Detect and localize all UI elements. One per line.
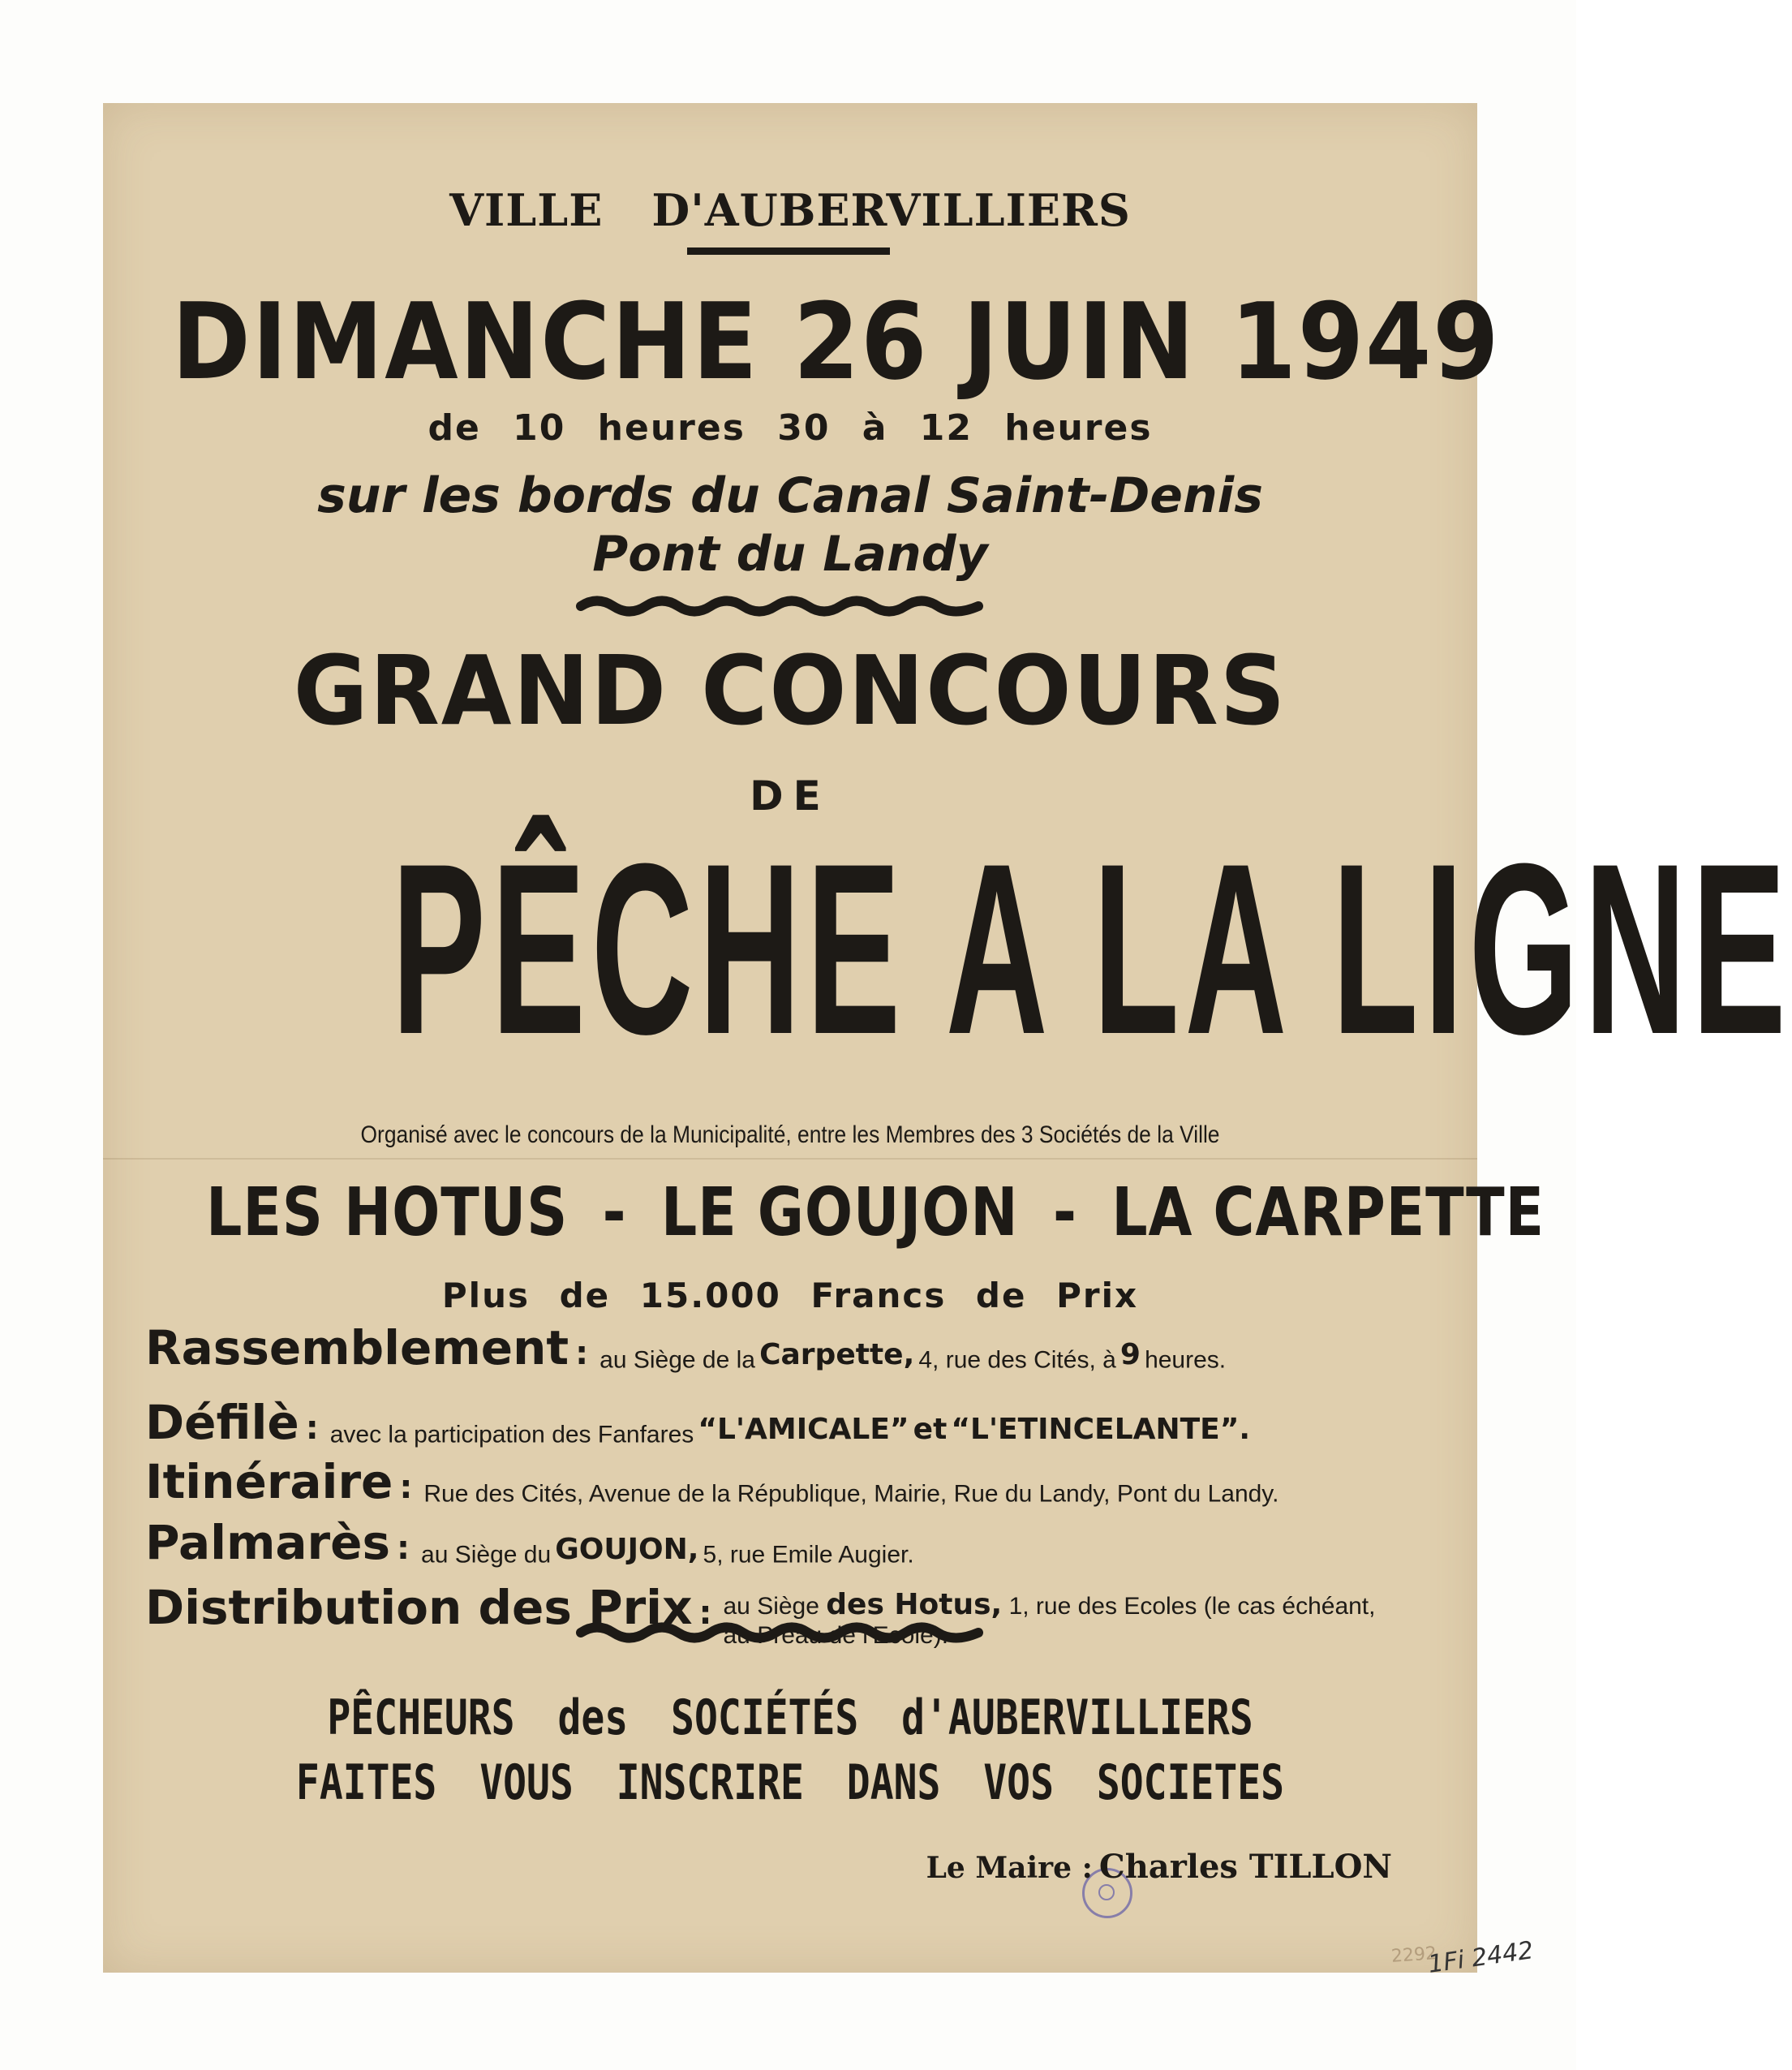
heading-underline	[687, 247, 890, 255]
schedule-defile	[145, 1395, 1250, 1450]
distribution-place: des Hotus,	[826, 1587, 1003, 1621]
colon: :	[575, 1335, 589, 1372]
schedule-palmares	[145, 1515, 914, 1570]
colon: :	[698, 1594, 712, 1632]
appeal-line-1: PÊCHEURS des SOCIÉTÉS d'AUBERVILLIERS	[327, 1689, 1253, 1746]
appeal-line-2: FAITES VOUS INSCRIRE DANS VOS SOCIETES	[295, 1754, 1285, 1811]
defile-et: et	[913, 1413, 948, 1446]
appeal-to-fishermen	[240, 1685, 1339, 1815]
defile-label: Défilè	[145, 1395, 299, 1450]
palmares-address: 5, rue Emile Augier.	[703, 1541, 914, 1569]
prize-amount: Plus de 15.000 Francs de Prix	[441, 1276, 1139, 1315]
mayor-name: Charles TILLON	[1098, 1848, 1392, 1886]
event-hours: de 10 heures 30 à 12 heures	[428, 407, 1153, 449]
rassemblement-pre: au Siège de la	[599, 1346, 755, 1374]
society-separator: -	[602, 1174, 627, 1251]
archive-reference: 1Fi 2442	[1426, 1936, 1536, 1979]
defile-fanfare-1: “L'AMICALE”	[698, 1413, 909, 1446]
location-line-1: sur les bords du Canal Saint-Denis	[317, 467, 1263, 524]
society-separator: -	[1052, 1174, 1077, 1251]
wave-divider-top	[577, 594, 982, 618]
archive-number: 2292	[1390, 1943, 1437, 1967]
society-hotus: LES HOTUS	[206, 1174, 569, 1251]
colon: :	[397, 1530, 410, 1567]
rassemblement-place: Carpette,	[759, 1338, 915, 1371]
rassemblement-post: heures.	[1145, 1346, 1227, 1374]
colon: :	[399, 1469, 413, 1506]
event-date: DIMANCHE 26 JUIN 1949	[171, 280, 1501, 403]
society-carpette: LA CARPETTE	[1111, 1174, 1545, 1251]
schedule-itineraire	[145, 1454, 1278, 1509]
societies-line	[206, 1174, 1545, 1251]
mayor-label: Le Maire :	[926, 1851, 1093, 1885]
location-line-2: Pont du Landy	[592, 526, 988, 583]
itineraire-label: Itinéraire	[145, 1454, 393, 1509]
defile-fanfare-2: “L'ETINCELANTE”.	[951, 1413, 1251, 1446]
town-heading-name: D'AUBERVILLIERS	[651, 184, 1131, 236]
paper-fold	[103, 1158, 1477, 1160]
organise-text: Organisé avec le concours de la Municipalité, entre les Membres des 3 Sociétés de la Ville	[360, 1121, 1220, 1148]
wave-divider-bottom	[577, 1620, 982, 1645]
distribution-pre: au Siège	[723, 1592, 819, 1620]
peche-a-la-ligne-title: PÊCHE A LA LIGNE	[391, 812, 1792, 1085]
palmares-pre: au Siège du	[421, 1541, 552, 1569]
society-goujon: LE GOUJON	[660, 1174, 1019, 1251]
grand-concours-title: GRAND CONCOURS	[293, 635, 1287, 747]
de-word: DE	[750, 772, 831, 820]
event-location	[103, 467, 1477, 583]
rassemblement-label: Rassemblement	[145, 1320, 569, 1375]
schedule-rassemblement	[145, 1320, 1226, 1375]
town-heading	[103, 184, 1477, 236]
itineraire-text: Rue des Cités, Avenue de la République, Mairie, Rue du Landy, Pont du Landy.	[423, 1480, 1279, 1508]
rassemblement-time: 9	[1119, 1338, 1141, 1371]
distribution-address: 1, rue des Ecoles (le cas échéant, au Préau de l'Ecole).	[723, 1592, 1376, 1649]
palmares-place: GOUJON,	[555, 1533, 699, 1566]
rassemblement-address: 4, rue des Cités, à	[918, 1346, 1116, 1374]
distribution-label: Distribution des Prix	[145, 1580, 693, 1635]
palmares-label: Palmarès	[145, 1515, 391, 1570]
town-heading-ville: VILLE	[449, 184, 604, 236]
colon: :	[305, 1409, 319, 1447]
defile-pre: avec la participation des Fanfares	[329, 1421, 694, 1448]
mayor-signature	[926, 1848, 1392, 1886]
